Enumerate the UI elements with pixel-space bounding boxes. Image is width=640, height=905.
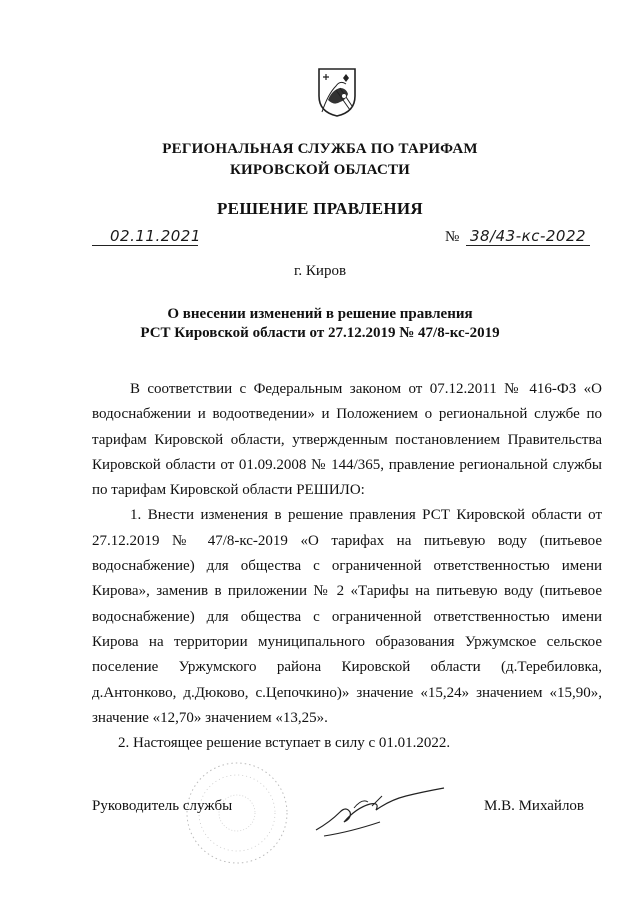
kirov-coat-of-arms-icon (316, 66, 358, 118)
document-date: 02.11.2021 (110, 227, 201, 245)
signatory-position: Руководитель службы (92, 798, 233, 814)
number-underline (466, 245, 590, 246)
decision-body (92, 377, 602, 756)
handwritten-signature (310, 782, 450, 842)
item-2-paragraph: 2. Настоящее решение вступает в силу с 01.01.2022. (118, 735, 451, 752)
document-type-title: РЕШЕНИЕ ПРАВЛЕНИЯ (217, 199, 423, 218)
city-label: г. Киров (293, 263, 347, 279)
org-name-line2: КИРОВСКОЙ ОБЛАСТИ (229, 162, 411, 178)
subject-line1: О внесении изменений в решение правления (167, 306, 473, 322)
item-1-paragraph: 1. Внести изменения в решение правления РСТ Кировской области от 27.12.2019 № 47/8-кс-2019 «О тарифах на питьевую воду (питьевое водоснабжение) для общества с ограниченной ответственностью имени Кирова», заменив в приложении № 2 «Тарифы на питьевую воду (питьевое водоснабжение) для общества с ограниченной ответственностью имени Кирова на территории муниципального образования Уржумское сельское поселение Уржумского района Кировской области (д.Теребиловка, д.Антонково, д.Дюково, с.Цепочкино)» значение «15,24» значением «15,90», значение «12,70» значением «13,25». (92, 507, 602, 726)
date-underline (92, 245, 198, 246)
preamble-paragraph: В соответствии с Федеральным законом от 07.12.2011 № 416-ФЗ «О водоснабжении и водоотведении» и Положением о региональной службе по тарифам Кировской области, утвержденным постановлением Правительства Кировской области от 01.09.2008 № 144/365, правление региональной службы по тарифам Кировской области РЕШИЛО: (92, 381, 602, 499)
number-sign: № (445, 229, 460, 245)
subject-line2: РСТ Кировской области от 27.12.2019 № 47/8-кс-2019 (140, 325, 500, 341)
signatory-name: М.В. Михайлов (484, 798, 585, 814)
org-name-line1: РЕГИОНАЛЬНАЯ СЛУЖБА ПО ТАРИФАМ (162, 141, 478, 157)
document-number: 38/43-кс-2022 (470, 227, 587, 245)
